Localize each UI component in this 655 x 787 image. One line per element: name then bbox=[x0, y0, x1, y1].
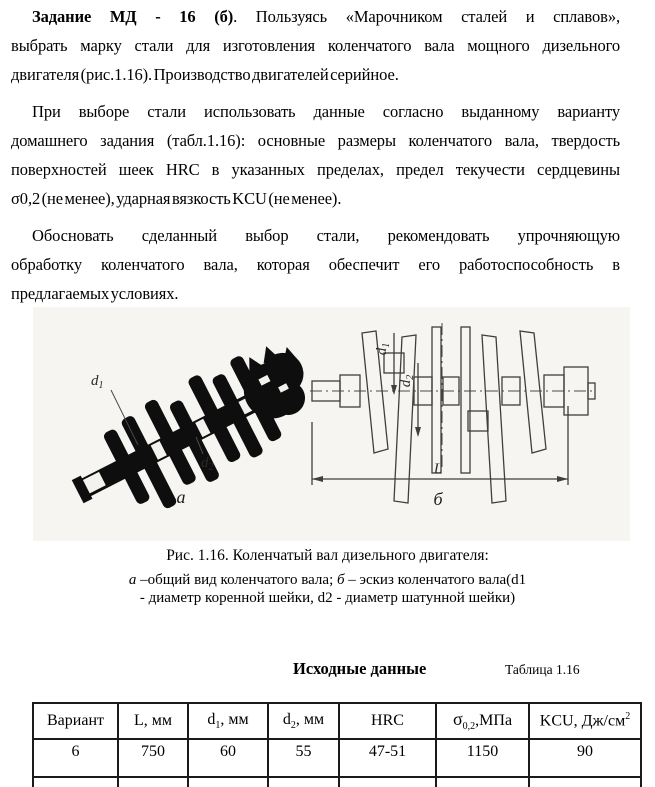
data-section-heading: Исходные данные bbox=[293, 659, 427, 678]
photo-d2-label: $d_2$ bbox=[201, 455, 214, 473]
length-label: L bbox=[433, 461, 443, 477]
subfigure-b-label: б bbox=[433, 489, 443, 509]
paragraph-2-line-2: домашнего задания (табл.1.16): основные размеры коленчатого вала, твердость bbox=[11, 131, 620, 150]
svg-text:d1: $d_1$ bbox=[374, 342, 392, 356]
assignment-title: Задание МД - 16 (б) bbox=[32, 7, 234, 26]
figure-caption bbox=[20, 546, 635, 607]
caption-line-3: - диаметр коренной шейки, d2 - диаметр шатунной шейки) bbox=[139, 590, 516, 606]
header-hrc: HRC bbox=[339, 703, 436, 739]
header-d1: $d_1$, мм bbox=[188, 703, 268, 739]
input-data-table bbox=[32, 702, 642, 787]
paragraph-1-line-2: выбрать марку стали для изготовления коленчатого вала мощного дизельного bbox=[11, 36, 620, 55]
sketch-outline bbox=[312, 327, 595, 503]
cell-variant: 6 bbox=[33, 739, 118, 777]
svg-text:d2: $d_2$ bbox=[398, 374, 416, 388]
table-number-label: Таблица 1.16 bbox=[505, 662, 580, 677]
d2-dimension bbox=[398, 363, 421, 437]
header-sigma: $\sigma_{0,2},МПа$ bbox=[436, 703, 529, 739]
paragraph-1-line-1 bbox=[11, 2, 620, 31]
paragraph-2-line-3: поверхностей шеек HRC в указанных пределах, предел текучести сердцевины bbox=[11, 160, 620, 179]
cell-d2: 55 bbox=[268, 739, 339, 777]
crankshaft-photo bbox=[33, 307, 310, 540]
cell-sigma: 1150 bbox=[436, 739, 529, 777]
cell-kcu: 90 bbox=[529, 739, 641, 777]
paragraph-2-line-1: При выборе стали использовать данные согласно выданному варианту bbox=[32, 102, 620, 121]
crankshaft-sketch bbox=[310, 307, 610, 540]
header-variant: Вариант bbox=[33, 703, 118, 739]
caption-line-2: а –общий вид коленчатого вала; б – эскиз коленчатого вала(d1 bbox=[128, 572, 527, 588]
paragraph-1-line-3: двигателя (рис.1.16). Производство двигателей серийное. bbox=[11, 65, 399, 84]
header-kcu: KCU, $Дж/см^2$ bbox=[529, 703, 641, 739]
table-data-row bbox=[33, 739, 641, 777]
header-length: L, мм bbox=[118, 703, 188, 739]
paragraph-2-line-4: σ0,2 (не менее), ударная вязкость KCU (не менее). bbox=[11, 189, 342, 208]
subfigure-a-label: а bbox=[176, 487, 186, 507]
cell-d1: 60 bbox=[188, 739, 268, 777]
caption-title: Рис. 1.16. Коленчатый вал дизельного двигателя: bbox=[166, 547, 489, 564]
table-header-row bbox=[33, 703, 641, 739]
assignment-text bbox=[11, 2, 620, 308]
cell-hrc: 47-51 bbox=[339, 739, 436, 777]
length-dimension bbox=[312, 406, 568, 485]
table-cutoff-row bbox=[33, 777, 641, 787]
paragraph-1-line-1-rest: . Пользуясь «Марочником сталей и сплавов», bbox=[233, 7, 620, 26]
figure-1-16 bbox=[33, 307, 630, 541]
caption-a-label: а bbox=[128, 572, 137, 588]
paragraph-3-line-3: предлагаемых условиях. bbox=[11, 284, 179, 303]
crankshaft-silhouette bbox=[55, 330, 310, 540]
cell-length: 750 bbox=[118, 739, 188, 777]
paragraph-3-line-1: Обосновать сделанный выбор стали, рекомендовать упрочняющую bbox=[32, 226, 620, 245]
header-d2: $d_2$, мм bbox=[268, 703, 339, 739]
paragraph-3-line-2: обработку коленчатого вала, которая обеспечит его работоспособность в bbox=[11, 255, 620, 274]
photo-d1-label: $d_1$ bbox=[91, 373, 104, 391]
caption-b-label: б bbox=[337, 572, 345, 588]
